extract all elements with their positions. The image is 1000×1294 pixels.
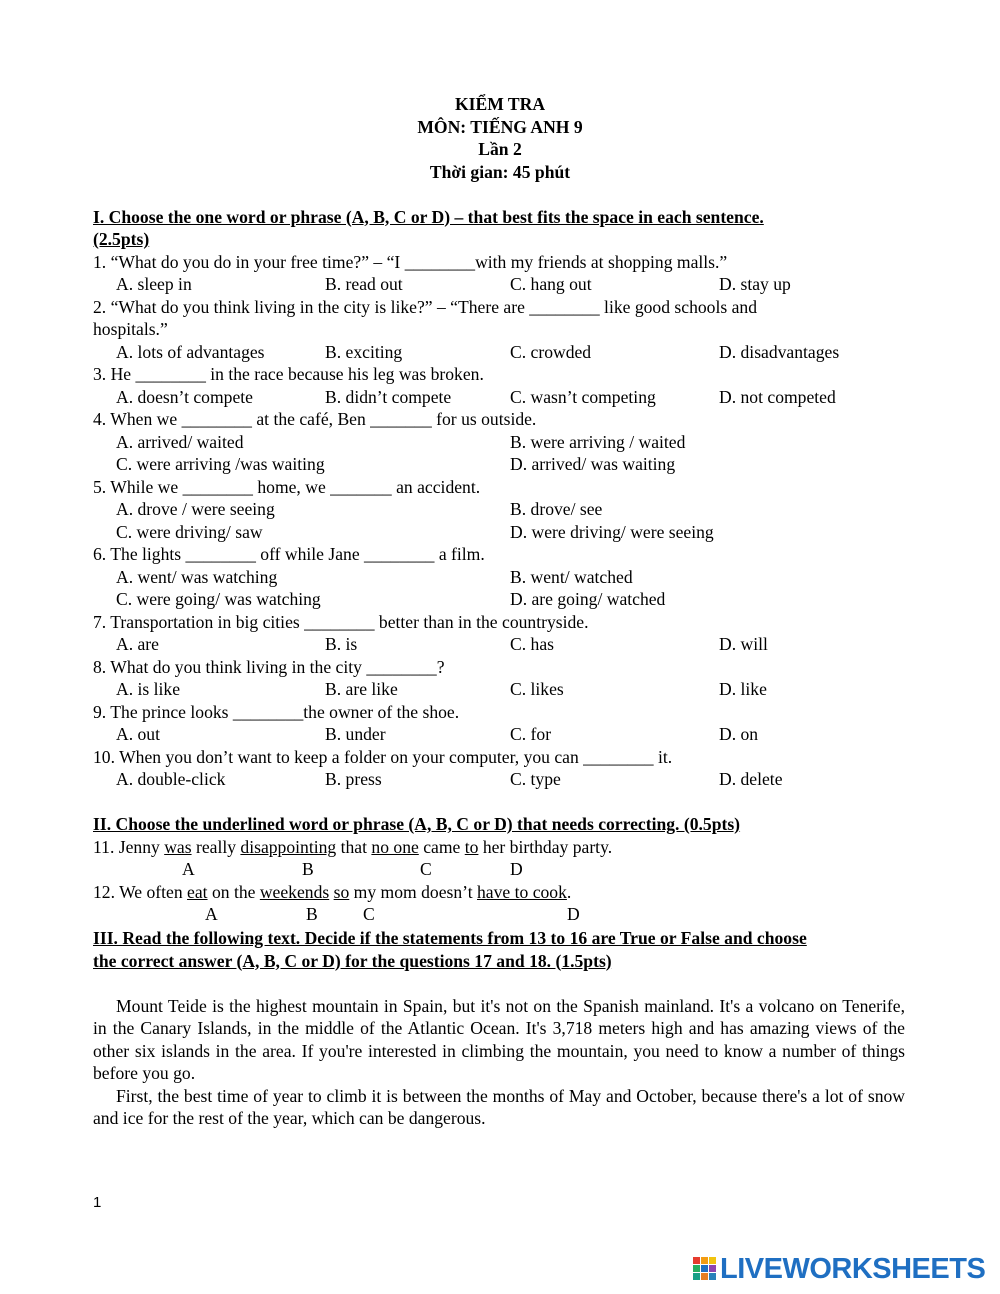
letter-a: A <box>205 904 218 924</box>
option-d[interactable]: D. like <box>719 679 767 699</box>
option-d[interactable]: D. disadvantages <box>719 341 840 362</box>
underlined-b[interactable]: weekends <box>259 881 330 902</box>
passage-paragraph-1: Mount Teide is the highest mountain in Spain, but it's not on the Spanish mainland. It's a volcano on Tenerife, in the Canary Islands, in the middle of the Atlantic Ocean. It's 3,718 meters high and has amazing views of the other six islands in the area. If you're interested in climbing the mountain, you need to know a number of things before you go. <box>93 995 905 1083</box>
option-b[interactable]: B. were arriving / waited <box>510 431 686 452</box>
option-c[interactable]: C. were driving/ saw <box>116 521 263 542</box>
option-a[interactable]: A. double-click <box>116 769 226 789</box>
section-3-title: III. Read the following text. Decide if the statements from 13 to 16 are True or False and choose <box>93 928 807 948</box>
option-a[interactable]: A. drove / were seeing <box>116 499 275 519</box>
underlined-d[interactable]: have to cook <box>477 881 567 902</box>
option-c[interactable]: C. has <box>510 634 554 654</box>
liveworksheets-logo <box>693 1254 985 1284</box>
option-d[interactable]: D. arrived/ was waiting <box>510 454 676 474</box>
letter-c: C <box>420 859 432 879</box>
letter-d: D <box>567 904 580 924</box>
option-b[interactable]: B. didn’t compete <box>325 386 452 407</box>
underlined-c[interactable]: so <box>333 881 350 902</box>
underlined-d[interactable]: to <box>464 836 479 857</box>
option-c[interactable]: C. likes <box>510 679 564 699</box>
passage-paragraph-2: First, the best time of year to climb it is between the months of May and October, because there's a lot of snow and ice for the rest of the year, which can be dangerous. <box>93 1085 905 1128</box>
option-b[interactable]: B. read out <box>325 274 403 294</box>
option-a[interactable]: A. lots of advantages <box>116 341 265 362</box>
option-d[interactable]: D. on <box>719 724 759 744</box>
option-d[interactable]: D. delete <box>719 769 783 789</box>
option-c[interactable]: C. for <box>510 724 552 744</box>
option-d[interactable]: D. will <box>719 634 768 654</box>
option-c[interactable]: C. were going/ was watching <box>116 589 321 609</box>
option-b[interactable]: B. are like <box>325 679 398 699</box>
option-b[interactable]: B. exciting <box>325 341 403 362</box>
option-b[interactable]: B. press <box>325 769 382 789</box>
option-d[interactable]: D. not competed <box>719 386 836 407</box>
section-1-points: (2.5pts) <box>93 229 150 249</box>
option-a[interactable]: A. went/ was watching <box>116 566 278 587</box>
option-d[interactable]: D. stay up <box>719 274 791 294</box>
option-a[interactable]: A. doesn’t compete <box>116 386 253 407</box>
page-number: 1 <box>93 1194 102 1211</box>
option-d[interactable]: D. were driving/ were seeing <box>510 521 714 542</box>
letter-b: B <box>302 859 314 879</box>
section-1-title: I. Choose the one word or phrase (A, B, C or D) – that best fits the space in each sentence. <box>93 206 764 227</box>
option-b[interactable]: B. under <box>325 724 386 744</box>
option-a[interactable]: A. is like <box>116 679 181 699</box>
exam-title: KIỂM TRA <box>454 94 546 114</box>
underlined-c[interactable]: no one <box>371 836 419 857</box>
option-a[interactable]: A. are <box>116 634 159 654</box>
option-c[interactable]: C. wasn’t competing <box>510 386 656 407</box>
option-c[interactable]: C. were arriving /was waiting <box>116 454 325 474</box>
letter-d: D <box>510 859 523 879</box>
logo-grid-icon <box>693 1257 717 1281</box>
underlined-a[interactable]: eat <box>187 881 208 902</box>
option-b[interactable]: B. drove/ see <box>510 499 603 519</box>
underlined-a[interactable]: was <box>164 836 192 857</box>
exam-subject: MÔN: TIẾNG ANH 9 <box>417 116 583 137</box>
option-c[interactable]: C. hang out <box>510 274 592 294</box>
option-a[interactable]: A. out <box>116 724 160 744</box>
option-c[interactable]: C. type <box>510 769 561 789</box>
option-b[interactable]: B. went/ watched <box>510 566 633 587</box>
exam-duration: Thời gian: 45 phút <box>429 161 571 182</box>
section-2-title: II. Choose the underlined word or phrase (A, B, C or D) that needs correcting. (0.5pts) <box>93 814 741 834</box>
option-a[interactable]: A. sleep in <box>116 274 192 294</box>
letter-b: B <box>306 904 318 924</box>
option-c[interactable]: C. crowded <box>510 341 592 362</box>
option-d[interactable]: D. are going/ watched <box>510 589 666 609</box>
letter-c: C <box>363 904 375 924</box>
option-a[interactable]: A. arrived/ waited <box>116 431 244 452</box>
section-3-title-continued: the correct answer (A, B, C or D) for the questions 17 and 18. (1.5pts) <box>93 950 612 971</box>
logo-text: LIVEWORKSHEETS <box>720 1252 986 1285</box>
underlined-b[interactable]: disappointing <box>240 836 337 857</box>
letter-a: A <box>182 859 195 879</box>
option-b[interactable]: B. is <box>325 634 358 654</box>
exam-attempt: Lần 2 <box>478 139 522 159</box>
